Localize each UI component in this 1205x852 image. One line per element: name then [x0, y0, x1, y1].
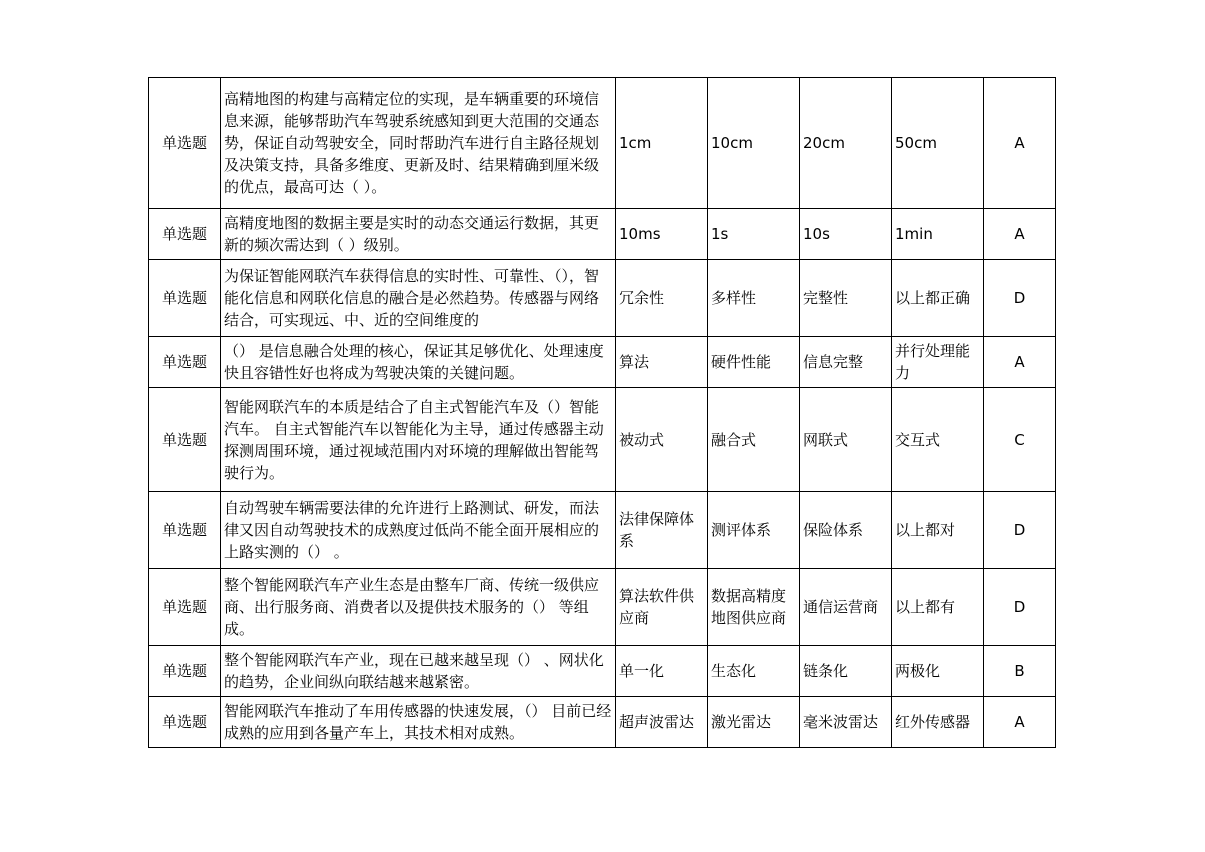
option-a: 10ms	[616, 209, 708, 260]
question-stem: 整个智能网联汽车产业生态是由整车厂商、传统一级供应商、出行服务商、消费者以及提供技术服务的（） 等组成。	[221, 569, 616, 646]
answer: A	[984, 78, 1056, 209]
table-row	[149, 337, 1056, 388]
answer: D	[984, 492, 1056, 569]
option-a: 算法	[616, 337, 708, 388]
option-c: 链条化	[800, 646, 892, 697]
option-d: 红外传感器	[892, 697, 984, 748]
option-b: 融合式	[708, 388, 800, 492]
option-c: 毫米波雷达	[800, 697, 892, 748]
question-stem: 自动驾驶车辆需要法律的允许进行上路测试、研发，而法律又因自动驾驶技术的成熟度过低尚不能全面开展相应的上路实测的（） 。	[221, 492, 616, 569]
table-row	[149, 569, 1056, 646]
question-type: 单选题	[149, 697, 221, 748]
question-type: 单选题	[149, 646, 221, 697]
option-b: 1s	[708, 209, 800, 260]
question-table	[148, 77, 1056, 748]
option-d: 并行处理能力	[892, 337, 984, 388]
option-c: 网联式	[800, 388, 892, 492]
option-d: 1min	[892, 209, 984, 260]
option-a: 单一化	[616, 646, 708, 697]
option-d: 交互式	[892, 388, 984, 492]
option-d: 两极化	[892, 646, 984, 697]
option-b: 生态化	[708, 646, 800, 697]
table-row	[149, 260, 1056, 337]
option-c: 信息完整	[800, 337, 892, 388]
question-type: 单选题	[149, 260, 221, 337]
option-c: 完整性	[800, 260, 892, 337]
table-row	[149, 209, 1056, 260]
option-d: 以上都对	[892, 492, 984, 569]
question-type: 单选题	[149, 492, 221, 569]
answer: A	[984, 209, 1056, 260]
question-type: 单选题	[149, 209, 221, 260]
table-row	[149, 492, 1056, 569]
question-stem: （） 是信息融合处理的核心，保证其足够优化、处理速度快且容错性好也将成为驾驶决策的关键问题。	[221, 337, 616, 388]
option-b: 测评体系	[708, 492, 800, 569]
table-row	[149, 78, 1056, 209]
question-stem: 智能网联汽车推动了车用传感器的快速发展，（） 目前已经成熟的应用到各量产车上，其技术相对成熟。	[221, 697, 616, 748]
question-stem: 为保证智能网联汽车获得信息的实时性、可靠性、（），智能化信息和网联化信息的融合是必然趋势。传感器与网络结合，可实现远、中、近的空间维度的	[221, 260, 616, 337]
option-a: 算法软件供应商	[616, 569, 708, 646]
option-c: 通信运营商	[800, 569, 892, 646]
option-a: 被动式	[616, 388, 708, 492]
option-a: 超声波雷达	[616, 697, 708, 748]
table-row	[149, 697, 1056, 748]
answer: B	[984, 646, 1056, 697]
option-d: 以上都有	[892, 569, 984, 646]
question-type: 单选题	[149, 78, 221, 209]
answer: D	[984, 260, 1056, 337]
question-stem: 整个智能网联汽车产业，现在已越来越呈现（） 、网状化的趋势，企业间纵向联结越来越紧密。	[221, 646, 616, 697]
answer: D	[984, 569, 1056, 646]
option-b: 数据高精度地图供应商	[708, 569, 800, 646]
option-c: 10s	[800, 209, 892, 260]
question-type: 单选题	[149, 569, 221, 646]
option-a: 冗余性	[616, 260, 708, 337]
answer: C	[984, 388, 1056, 492]
option-b: 10cm	[708, 78, 800, 209]
question-type: 单选题	[149, 388, 221, 492]
option-a: 1cm	[616, 78, 708, 209]
option-c: 保险体系	[800, 492, 892, 569]
option-b: 激光雷达	[708, 697, 800, 748]
option-b: 多样性	[708, 260, 800, 337]
answer: A	[984, 697, 1056, 748]
option-b: 硬件性能	[708, 337, 800, 388]
question-stem: 智能网联汽车的本质是结合了自主式智能汽车及（）智能汽车。 自主式智能汽车以智能化为主导，通过传感器主动探测周围环境，通过视域范围内对环境的理解做出智能驾驶行为。	[221, 388, 616, 492]
question-type: 单选题	[149, 337, 221, 388]
table-row	[149, 388, 1056, 492]
question-stem: 高精度地图的数据主要是实时的动态交通运行数据，其更新的频次需达到（ ）级别。	[221, 209, 616, 260]
option-a: 法律保障体系	[616, 492, 708, 569]
question-stem: 高精地图的构建与高精定位的实现，是车辆重要的环境信息来源，能够帮助汽车驾驶系统感知到更大范围的交通态势，保证自动驾驶安全，同时帮助汽车进行自主路径规划及决策支持，具备多维度、更新及时、结果精确到厘米级的优点，最高可达（ ）。	[221, 78, 616, 209]
option-c: 20cm	[800, 78, 892, 209]
option-d: 50cm	[892, 78, 984, 209]
answer: A	[984, 337, 1056, 388]
option-d: 以上都正确	[892, 260, 984, 337]
table-row	[149, 646, 1056, 697]
